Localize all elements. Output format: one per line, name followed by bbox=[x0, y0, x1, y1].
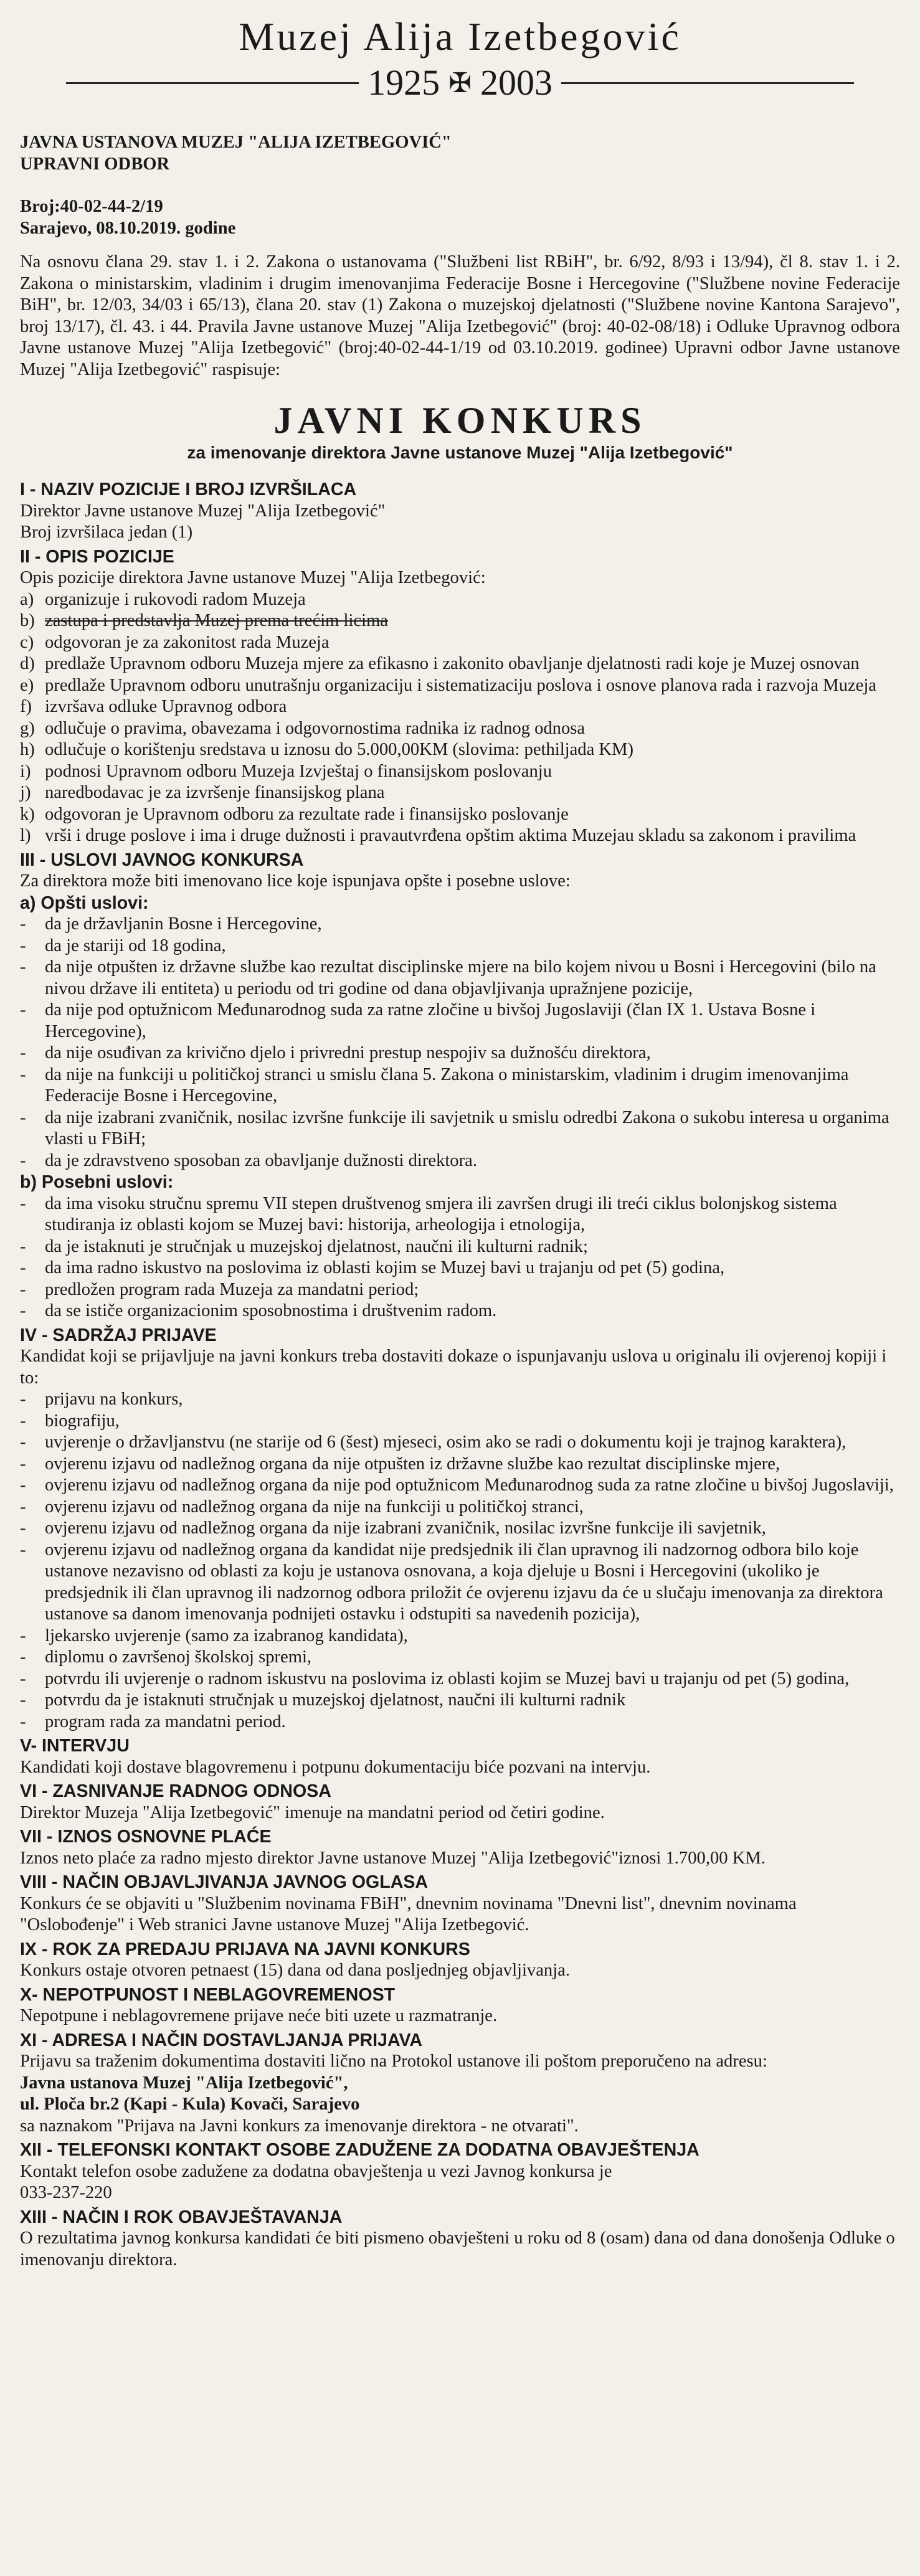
list-item: i) podnosi Upravnom odboru Muzeja Izvještaj o finansijskom poslovanju bbox=[20, 761, 552, 781]
list-item: g) odlučuje o pravima, obavezama i odgovornostima radnika iz radnog odnosa bbox=[20, 718, 586, 738]
legal-basis-paragraph: Na osnovu člana 29. stav 1. i 2. Zakona o ustanovama ("Službeni list RBiH", br. 6/92, 8/93 i 13/94), čl 8. stav 1. i 2. Zakona o ministarskim, vladinim i drugim imenovanjima Federacije Bosne i Hercegovine ("Službene novine Federacije BiH", br. 12/03, 34/03 i 65/13), člana 20. stav (1) Zakona o muzejskoj djelatnosti ("Službene novine Kantona Sarajevo", broj 13/17), čl. 43. i 44. Pravila Javne ustanove Muzej "Alija Izetbegović" (broj: 40-02-08/18) i Odluke Upravnog odbora Javne ustanove Muzej "Alija Izetbegović" (broj:40-02-44-1/19 od 03.10.2019. godinee) Upravni odbor Javne ustanove Muzej "Alija Izetbegović" raspisuje: bbox=[20, 252, 900, 379]
masthead bbox=[20, 15, 900, 101]
list-item: l) vrši i druge poslove i ima i druge dužnosti i pravautvrđena opštim aktima Muzejau skladu sa zakonom i pravilima bbox=[20, 826, 856, 846]
section-8-text: Konkurs će se objaviti u "Službenim novinama FBiH", dnevnim novinama "Dnevni list", dnevnim novinama "Oslobođenje" i Web stranici Javne ustanove Muzej "Alija Izetbegović. bbox=[20, 1893, 797, 1935]
document-date: Sarajevo, 08.10.2019. godine bbox=[20, 218, 236, 238]
list-item: - ovjerenu izjavu od nadležnog organa da nije otpušten iz državne službe kao rezultat disciplinske mjere, bbox=[20, 1454, 780, 1474]
board-name: UPRAVNI ODBOR bbox=[20, 154, 170, 174]
section-12-heading: XII - TELEFONSKI KONTAKT OSOBE ZADUŽENE ZA DODATNA OBAVJEŠTENJA bbox=[20, 2140, 699, 2161]
list-item: - da ima visoku stručnu spremu VII stepen društvenog smjera ili završen drugi ili treći ciklus bolonjskog sistema studiranja iz oblasti kojom se Muzej bavi: historija, arheologija i etnologija, bbox=[20, 1193, 837, 1235]
special-conditions-heading: b) Posebni uslovi: bbox=[20, 1172, 174, 1193]
special-conditions-list bbox=[20, 1193, 900, 1322]
section-1-heading: I - NAZIV POZICIJE I BROJ IZVRŠILACA bbox=[20, 480, 357, 500]
right-rule bbox=[561, 82, 854, 84]
list-item: c) odgovoran je za zakonitost rada Muzeja bbox=[20, 632, 330, 652]
list-item: - potvrdu da je istaknuti stručnjak u muzejskoj djelatnost, naučni ili kulturni radnik bbox=[20, 1690, 626, 1710]
list-item: - da je istaknuti je stručnjak u muzejskoj djelatnost, naučni ili kulturni radnik; bbox=[20, 1236, 588, 1256]
application-documents-list bbox=[20, 1389, 900, 1733]
list-item: - ovjerenu izjavu od nadležnog organa da nije izabrani zvaničnik, nosilac izvršne funkcije ili savjetnik, bbox=[20, 1518, 766, 1538]
contact-phone: 033-237-220 bbox=[20, 2183, 112, 2203]
section-13-text: O rezultatima javnog konkursa kandidati će biti pismeno obavješteni u roku od 8 (osam) dana od dana donošenja Odluke o imenovanju direktora. bbox=[20, 2228, 895, 2270]
list-item: - ovjerenu izjavu od nadležnog organa da nije na funkciji u političkoj stranci, bbox=[20, 1497, 584, 1517]
year-start: 1925 bbox=[368, 62, 440, 103]
address-line-2: ul. Ploča br.2 (Kapi - Kula) Kovači, Sarajevo bbox=[20, 2095, 360, 2114]
section-11-text: Prijavu sa traženim dokumentima dostaviti lično na Protokol ustanove ili poštom preporučeno na adresu: bbox=[20, 2052, 767, 2072]
list-item: - da nije osuđivan za krivično djelo i privredni prestup nespojiv sa dužnošću direktora, bbox=[20, 1043, 651, 1063]
section-3-intro: Za direktora može biti imenovano lice koje ispunjava opšte i posebne uslove: bbox=[20, 871, 571, 891]
section-6-text: Direktor Muzeja "Alija Izetbegović" imenuje na mandatni period od četiri godine. bbox=[20, 1802, 605, 1822]
list-item: - da nije pod optužnicom Međunarodnog suda za ratne zločine u bivšoj Jugoslaviji (član IX 1. Ustava Bosne i Hercegovine), bbox=[20, 1000, 816, 1041]
list-item: - da ima radno iskustvo na poslovima iz oblasti kojim se Muzej bavi u trajanju od pet (5) godina, bbox=[20, 1258, 725, 1278]
list-item: - da je stariji od 18 godina, bbox=[20, 935, 226, 955]
position-name: Direktor Javne ustanove Muzej "Alija Izetbegović" bbox=[20, 501, 386, 521]
section-5-text: Kandidati koji dostave blagovremenu i potpunu dokumentaciju biće pozvani na intervju. bbox=[20, 1757, 651, 1777]
masthead-years bbox=[20, 62, 900, 103]
list-item: f) izvršava odluke Upravnog odbora bbox=[20, 697, 287, 717]
section-9-text: Konkurs ostaje otvoren petnaest (15) dana od dana posljednjeg objavljivanja. bbox=[20, 1961, 570, 1981]
section-2-intro: Opis pozicije direktora Javne ustanove Muzej "Alija Izetbegović: bbox=[20, 568, 486, 588]
list-item: - da nije izabrani zvaničnik, nosilac izvršne funkcije ili savjetnik u smislu odredbi Zakona o sukobu interesa u organima vlasti u FBiH; bbox=[20, 1107, 889, 1149]
section-3-heading: III - USLOVI JAVNOG KONKURSA bbox=[20, 850, 304, 870]
list-item: - ovjerenu izjavu od nadležnog organa da nije pod optužnicom Međunarodnog suda za ratne zločine u bivšoj Jugoslaviji, bbox=[20, 1475, 894, 1495]
left-rule bbox=[66, 82, 359, 84]
section-7-text: Iznos neto plaće za radno mjesto direktor Javne ustanove Muzej "Alija Izetbegović"iznosi 1.700,00 KM. bbox=[20, 1848, 766, 1868]
section-13-heading: XIII - NAČIN I ROK OBAVJEŠTAVANJA bbox=[20, 2207, 343, 2227]
section-10-heading: X- NEPOTPUNOST I NEBLAGOVREMENOST bbox=[20, 1984, 396, 2005]
cross-icon: ✠ bbox=[448, 67, 472, 98]
document-number: Broj:40-02-44-2/19 bbox=[20, 197, 163, 217]
museum-title: Muzej Alija Izetbegović bbox=[239, 14, 681, 59]
list-item: - predložen program rada Muzeja za mandatni period; bbox=[20, 1279, 419, 1299]
list-item: - uvjerenje o državljanstvu (ne starije od 6 (šest) mjeseci, osim ako se radi o dokumentu koji je trajnog karaktera), bbox=[20, 1432, 846, 1452]
section-2-heading: II - OPIS POZICIJE bbox=[20, 546, 174, 567]
list-item: b) zastupa i predstavlja Muzej prema trećim licima bbox=[20, 611, 389, 631]
list-item: h) odlučuje o korištenju sredstava u iznosu do 5.000,00KM (slovima: pethiljada KM) bbox=[20, 740, 634, 760]
section-8-heading: VIII - NAČIN OBJAVLJIVANJA JAVNOG OGLASA bbox=[20, 1872, 429, 1893]
section-4-intro: Kandidat koji se prijavljuje na javni konkurs treba dostaviti dokaze o ispunjavanju uslova u originalu ili ovjerenoj kopiji i to: bbox=[20, 1347, 887, 1388]
address-line-1: Javna ustanova Muzej "Alija Izetbegović", bbox=[20, 2073, 348, 2093]
section-9-heading: IX - ROK ZA PREDAJU PRIJAVA NA JAVNI KONKURS bbox=[20, 1939, 470, 1959]
list-item: - da nije na funkciji u političkoj stranci u smislu člana 5. Zakona o ministarskim, vladinim i drugim imenovanjima Federacije Bosne i Hercegovine, bbox=[20, 1064, 849, 1106]
section-11-heading: XI - ADRESA I NAČIN DOSTAVLJANJA PRIJAVA bbox=[20, 2030, 423, 2050]
section-6-heading: VI - ZASNIVANJE RADNOG ODNOSA bbox=[20, 1781, 331, 1802]
issuer-block bbox=[20, 132, 900, 239]
list-item: - biografiju, bbox=[20, 1411, 120, 1431]
konkurs-title: JAVNI KONKURS bbox=[273, 400, 647, 442]
list-item: - program rada za mandatni period. bbox=[20, 1712, 286, 1731]
list-item: a) organizuje i rukovodi radom Muzeja bbox=[20, 589, 306, 609]
list-item: - da nije otpušten iz državne službe kao rezultat disciplinske mjere na bilo kojem nivou u Bosni i Hercegovini (bilo na nivou države ili entiteta) u periodu od tri godine od dana objavljivanja upražnjene pozicije, bbox=[20, 957, 876, 998]
section-5-heading: V- INTERVJU bbox=[20, 1736, 130, 1756]
list-item: - da je državljanin Bosne i Hercegovine, bbox=[20, 914, 322, 934]
duties-list bbox=[20, 589, 900, 847]
list-item: - da se ističe organizacionim sposobnostima i društvenim radom. bbox=[20, 1301, 497, 1321]
list-item: d) predlaže Upravnom odboru Muzeja mjere za efikasno i zakonito obavljanje djelatnosti radi koje je Muzej osnovan bbox=[20, 654, 860, 674]
list-item: - potvrdu ili uvjerenje o radnom iskustvu na poslovima iz oblasti kojim se Muzej bavi u trajanju od pet (5) godina, bbox=[20, 1669, 850, 1688]
list-item: - diplomu o završenoj školskoj spremi, bbox=[20, 1647, 312, 1667]
envelope-note: sa naznakom "Prijava na Javni konkurs za imenovanje direktora - ne otvarati". bbox=[20, 2116, 579, 2136]
year-end: 2003 bbox=[480, 62, 552, 103]
section-4-heading: IV - SADRŽAJ PRIJAVE bbox=[20, 1325, 217, 1345]
general-conditions-list bbox=[20, 914, 900, 1172]
institution-name: JAVNA USTANOVA MUZEJ "ALIJA IZETBEGOVIĆ" bbox=[20, 133, 452, 153]
general-conditions-heading: a) Opšti uslovi: bbox=[20, 893, 149, 913]
konkurs-subtitle: za imenovanje direktora Javne ustanove Muzej "Alija Izetbegović" bbox=[187, 443, 733, 463]
section-7-heading: VII - IZNOS OSNOVNE PLAĆE bbox=[20, 1827, 272, 1847]
list-item: - da je zdravstveno sposoban za obavljanje dužnosti direktora. bbox=[20, 1150, 477, 1170]
section-12-text: Kontakt telefon osobe zadužene za dodatna obavještenja u vezi Javnog konkursa je bbox=[20, 2161, 612, 2181]
list-item: - ljekarsko uvjerenje (samo za izabranog kandidata), bbox=[20, 1626, 408, 1646]
list-item: e) predlaže Upravnom odboru unutrašnju organizaciju i sistematizaciju poslova i osnove planova rada i razvoja Muzeja bbox=[20, 675, 876, 695]
list-item: j) naredbodavac je za izvršenje finansijskog plana bbox=[20, 783, 385, 803]
list-item: - prijavu na konkurs, bbox=[20, 1390, 183, 1409]
section-10-text: Nepotpune i neblagovremene prijave neće biti uzete u razmatranje. bbox=[20, 2006, 498, 2026]
list-item: - ovjerenu izjavu od nadležnog organa da kandidat nije predsjednik ili član upravnog ili nadzornog odbora bilo koje ustanove nezavisno od oblasti za koju je ustanova osnovana, a koja djeluje u Bosni i Hercegovini (ukoliko je predsjednik ili član upravnog ili nadzornog odbora priložit će ovjerenu izjavu da će u slučaju imenovanja za direktora ustanove sa danom imenovanja podnijeti ostavku i odstupiti sa navedenih pozicija), bbox=[20, 1540, 883, 1624]
list-item: k) odgovoran je Upravnom odboru za rezultate rade i finansijsko poslovanje bbox=[20, 804, 569, 824]
number-of-positions: Broj izvršilaca jedan (1) bbox=[20, 523, 193, 542]
